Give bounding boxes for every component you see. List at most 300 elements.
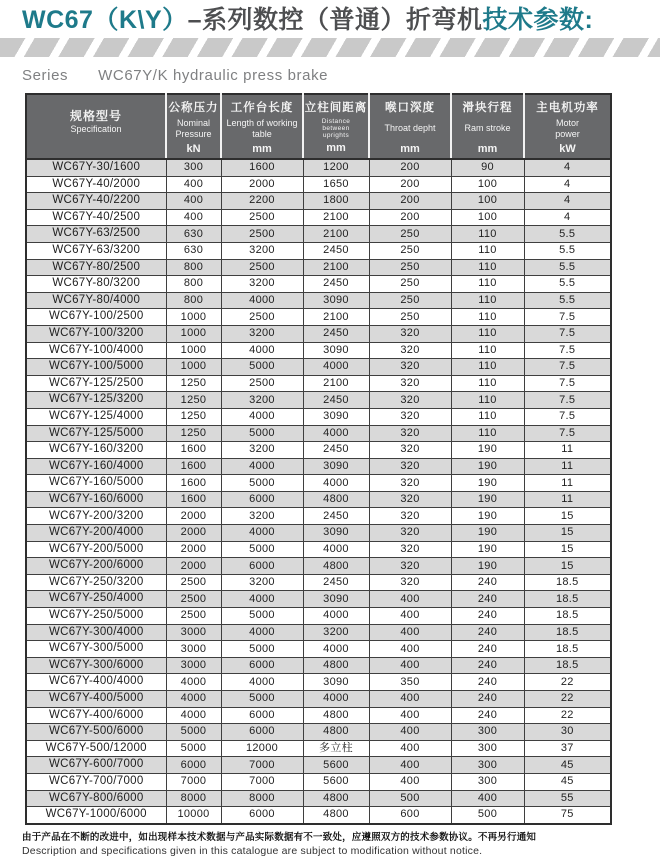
- value-cell: 1000: [166, 309, 221, 326]
- col-header-uprights-distance: [303, 94, 369, 159]
- value-cell: 5600: [303, 757, 369, 774]
- value-cell: 4800: [303, 657, 369, 674]
- value-cell: 2100: [303, 226, 369, 243]
- value-cell: 1000: [166, 342, 221, 359]
- value-cell: 1000: [166, 359, 221, 376]
- value-cell: 110: [451, 309, 524, 326]
- value-cell: 4000: [303, 475, 369, 492]
- value-cell: 400: [369, 691, 451, 708]
- value-cell: 18.5: [524, 574, 611, 591]
- value-cell: 3200: [221, 508, 303, 525]
- value-cell: 2450: [303, 276, 369, 293]
- value-cell: 3200: [221, 442, 303, 459]
- value-cell: 800: [166, 259, 221, 276]
- value-cell: 4000: [166, 674, 221, 691]
- value-cell: 1600: [166, 442, 221, 459]
- value-cell: 多立柱: [303, 740, 369, 757]
- value-cell: 250: [369, 259, 451, 276]
- spec-table: [25, 93, 612, 825]
- value-cell: 4000: [303, 425, 369, 442]
- value-cell: 6000: [221, 807, 303, 824]
- spec-cell: WC67Y-125/5000: [26, 425, 166, 442]
- value-cell: 320: [369, 408, 451, 425]
- col-header-unit: mm: [400, 142, 420, 155]
- footer-note-en: Description and specifications given in this catalogue are subject to modification without notice.: [22, 844, 483, 857]
- series-label: Series: [22, 67, 69, 84]
- value-cell: 2500: [221, 375, 303, 392]
- spec-cell: WC67Y-125/2500: [26, 375, 166, 392]
- value-cell: 4000: [221, 525, 303, 542]
- value-cell: 2000: [166, 525, 221, 542]
- value-cell: 400: [369, 608, 451, 625]
- spec-cell: WC67Y-250/5000: [26, 608, 166, 625]
- value-cell: 320: [369, 442, 451, 459]
- spec-cell: WC67Y-600/7000: [26, 757, 166, 774]
- value-cell: 800: [166, 276, 221, 293]
- spec-cell: WC67Y-160/4000: [26, 458, 166, 475]
- value-cell: 240: [451, 691, 524, 708]
- value-cell: 4000: [166, 707, 221, 724]
- col-header-cn: 规格型号: [69, 108, 122, 123]
- value-cell: 3200: [221, 392, 303, 409]
- table-row: [26, 608, 611, 625]
- value-cell: 4000: [221, 342, 303, 359]
- value-cell: 5.5: [524, 226, 611, 243]
- table-row: [26, 176, 611, 193]
- value-cell: 11: [524, 475, 611, 492]
- value-cell: 240: [451, 674, 524, 691]
- spec-cell: WC67Y-250/4000: [26, 591, 166, 608]
- value-cell: 100: [451, 209, 524, 226]
- spec-table-body: [26, 159, 611, 824]
- value-cell: 4000: [303, 691, 369, 708]
- value-cell: 1600: [166, 491, 221, 508]
- page-title: [22, 5, 660, 35]
- table-row: [26, 276, 611, 293]
- table-row: [26, 657, 611, 674]
- table-row: [26, 525, 611, 542]
- value-cell: 350: [369, 674, 451, 691]
- table-row: [26, 707, 611, 724]
- spec-cell: WC67Y-100/3200: [26, 325, 166, 342]
- value-cell: 4000: [303, 608, 369, 625]
- value-cell: 240: [451, 591, 524, 608]
- title-tech-params: 技术参数:: [482, 6, 594, 34]
- value-cell: 2450: [303, 242, 369, 259]
- value-cell: 3090: [303, 458, 369, 475]
- spec-cell: WC67Y-300/6000: [26, 657, 166, 674]
- value-cell: 6000: [221, 657, 303, 674]
- value-cell: 7000: [166, 773, 221, 790]
- value-cell: 4800: [303, 491, 369, 508]
- col-header-cn: 工作台长度: [230, 101, 294, 114]
- spec-cell: WC67Y-100/4000: [26, 342, 166, 359]
- value-cell: 2450: [303, 574, 369, 591]
- value-cell: 110: [451, 226, 524, 243]
- value-cell: 400: [369, 724, 451, 741]
- value-cell: 7000: [221, 773, 303, 790]
- series-line: [22, 67, 660, 84]
- value-cell: 3090: [303, 342, 369, 359]
- footer-notes: [22, 829, 660, 857]
- spec-cell: WC67Y-200/4000: [26, 525, 166, 542]
- value-cell: 11: [524, 442, 611, 459]
- value-cell: 4000: [221, 292, 303, 309]
- spec-cell: WC67Y-160/6000: [26, 491, 166, 508]
- value-cell: 2500: [221, 309, 303, 326]
- value-cell: 7000: [221, 757, 303, 774]
- value-cell: 1250: [166, 408, 221, 425]
- value-cell: 1800: [303, 193, 369, 210]
- col-header-en: Length of working table: [226, 118, 298, 139]
- value-cell: 1250: [166, 392, 221, 409]
- value-cell: 7.5: [524, 408, 611, 425]
- value-cell: 18.5: [524, 641, 611, 658]
- value-cell: 250: [369, 292, 451, 309]
- value-cell: 18.5: [524, 608, 611, 625]
- value-cell: 300: [451, 724, 524, 741]
- value-cell: 110: [451, 325, 524, 342]
- value-cell: 2100: [303, 209, 369, 226]
- spec-cell: WC67Y-80/2500: [26, 259, 166, 276]
- value-cell: 500: [451, 807, 524, 824]
- value-cell: 3090: [303, 674, 369, 691]
- value-cell: 110: [451, 375, 524, 392]
- value-cell: 22: [524, 691, 611, 708]
- value-cell: 320: [369, 475, 451, 492]
- value-cell: 320: [369, 325, 451, 342]
- table-row: [26, 375, 611, 392]
- col-header-cn: 公称压力: [168, 101, 219, 114]
- value-cell: 2100: [303, 309, 369, 326]
- value-cell: 400: [166, 176, 221, 193]
- value-cell: 1200: [303, 159, 369, 176]
- spec-cell: WC67Y-63/3200: [26, 242, 166, 259]
- value-cell: 320: [369, 558, 451, 575]
- value-cell: 320: [369, 574, 451, 591]
- value-cell: 400: [369, 773, 451, 790]
- value-cell: 100: [451, 176, 524, 193]
- value-cell: 3200: [303, 624, 369, 641]
- value-cell: 320: [369, 359, 451, 376]
- value-cell: 3090: [303, 525, 369, 542]
- col-header-en: Nominal Pressure: [175, 118, 212, 139]
- value-cell: 240: [451, 707, 524, 724]
- value-cell: 190: [451, 458, 524, 475]
- table-row: [26, 408, 611, 425]
- value-cell: 2500: [221, 226, 303, 243]
- value-cell: 110: [451, 392, 524, 409]
- spec-cell: WC67Y-800/6000: [26, 790, 166, 807]
- col-header-en: Distance between uprights: [321, 117, 351, 140]
- spec-cell: WC67Y-160/3200: [26, 442, 166, 459]
- value-cell: 320: [369, 491, 451, 508]
- spec-cell: WC67Y-200/5000: [26, 541, 166, 558]
- value-cell: 320: [369, 392, 451, 409]
- table-row: [26, 442, 611, 459]
- value-cell: 4000: [303, 641, 369, 658]
- table-row: [26, 309, 611, 326]
- table-row: [26, 773, 611, 790]
- value-cell: 200: [369, 159, 451, 176]
- value-cell: 2500: [166, 591, 221, 608]
- value-cell: 2450: [303, 442, 369, 459]
- value-cell: 6000: [221, 707, 303, 724]
- col-header-cn: 立柱间距离: [304, 101, 368, 114]
- value-cell: 200: [369, 193, 451, 210]
- table-row: [26, 491, 611, 508]
- table-row: [26, 740, 611, 757]
- value-cell: 110: [451, 359, 524, 376]
- value-cell: 18.5: [524, 657, 611, 674]
- value-cell: 2500: [166, 574, 221, 591]
- value-cell: 4800: [303, 707, 369, 724]
- value-cell: 110: [451, 259, 524, 276]
- table-row: [26, 558, 611, 575]
- value-cell: 300: [451, 740, 524, 757]
- table-row: [26, 724, 611, 741]
- value-cell: 3090: [303, 408, 369, 425]
- spec-cell: WC67Y-300/4000: [26, 624, 166, 641]
- value-cell: 2000: [166, 508, 221, 525]
- value-cell: 110: [451, 342, 524, 359]
- value-cell: 400: [166, 209, 221, 226]
- value-cell: 250: [369, 226, 451, 243]
- col-header-en: Throat depht: [384, 123, 436, 134]
- value-cell: 110: [451, 276, 524, 293]
- value-cell: 45: [524, 773, 611, 790]
- value-cell: 250: [369, 276, 451, 293]
- value-cell: 320: [369, 508, 451, 525]
- footer-note-cn: 由于产品在不断的改进中，如出现样本技术数据与产品实际数据有不一致处，应遵照双方的技术参数协议。不再另行通知: [22, 831, 537, 843]
- value-cell: 240: [451, 657, 524, 674]
- value-cell: 11: [524, 458, 611, 475]
- value-cell: 400: [369, 591, 451, 608]
- spec-cell: WC67Y-40/2500: [26, 209, 166, 226]
- value-cell: 400: [369, 757, 451, 774]
- value-cell: 3200: [221, 574, 303, 591]
- col-header-unit: mm: [326, 142, 346, 155]
- value-cell: 320: [369, 342, 451, 359]
- value-cell: 4: [524, 209, 611, 226]
- col-header-unit: kN: [186, 142, 201, 155]
- value-cell: 630: [166, 226, 221, 243]
- value-cell: 400: [451, 790, 524, 807]
- col-header-unit: mm: [252, 142, 272, 155]
- value-cell: 250: [369, 309, 451, 326]
- spec-table-header: [26, 94, 611, 159]
- col-header-nominal-pressure: [166, 94, 221, 159]
- value-cell: 7.5: [524, 309, 611, 326]
- value-cell: 250: [369, 242, 451, 259]
- value-cell: 190: [451, 558, 524, 575]
- table-row: [26, 242, 611, 259]
- value-cell: 4000: [221, 408, 303, 425]
- table-row: [26, 392, 611, 409]
- table-row: [26, 359, 611, 376]
- value-cell: 190: [451, 508, 524, 525]
- value-cell: 10000: [166, 807, 221, 824]
- value-cell: 5000: [221, 359, 303, 376]
- value-cell: 110: [451, 408, 524, 425]
- value-cell: 55: [524, 790, 611, 807]
- value-cell: 3090: [303, 292, 369, 309]
- spec-cell: WC67Y-300/5000: [26, 641, 166, 658]
- value-cell: 320: [369, 458, 451, 475]
- value-cell: 8000: [166, 790, 221, 807]
- value-cell: 4000: [221, 591, 303, 608]
- value-cell: 110: [451, 292, 524, 309]
- value-cell: 5000: [221, 475, 303, 492]
- value-cell: 240: [451, 641, 524, 658]
- value-cell: 400: [166, 193, 221, 210]
- value-cell: 4800: [303, 790, 369, 807]
- table-row: [26, 458, 611, 475]
- table-row: [26, 425, 611, 442]
- value-cell: 300: [451, 773, 524, 790]
- value-cell: 2450: [303, 508, 369, 525]
- spec-cell: WC67Y-80/4000: [26, 292, 166, 309]
- value-cell: 4800: [303, 558, 369, 575]
- table-row: [26, 591, 611, 608]
- spec-cell: WC67Y-125/4000: [26, 408, 166, 425]
- value-cell: 4: [524, 159, 611, 176]
- col-header-cn: 滑块行程: [462, 101, 513, 114]
- title-series-text: –系列数控（普通）折弯机: [187, 6, 483, 34]
- value-cell: 2500: [166, 608, 221, 625]
- spec-cell: WC67Y-400/4000: [26, 674, 166, 691]
- spec-cell: WC67Y-200/6000: [26, 558, 166, 575]
- value-cell: 5000: [221, 608, 303, 625]
- value-cell: 15: [524, 525, 611, 542]
- value-cell: 15: [524, 541, 611, 558]
- value-cell: 5000: [221, 691, 303, 708]
- value-cell: 500: [369, 790, 451, 807]
- value-cell: 11: [524, 491, 611, 508]
- series-name: WC67Y/K hydraulic press brake: [98, 67, 329, 84]
- table-row: [26, 807, 611, 824]
- value-cell: 2100: [303, 259, 369, 276]
- value-cell: 800: [166, 292, 221, 309]
- value-cell: 100: [451, 193, 524, 210]
- col-header-unit: kW: [559, 142, 576, 155]
- value-cell: 190: [451, 475, 524, 492]
- table-row: [26, 757, 611, 774]
- value-cell: 45: [524, 757, 611, 774]
- spec-cell: WC67Y-400/6000: [26, 707, 166, 724]
- value-cell: 3000: [166, 657, 221, 674]
- value-cell: 5000: [221, 425, 303, 442]
- value-cell: 4800: [303, 807, 369, 824]
- spec-cell: WC67Y-700/7000: [26, 773, 166, 790]
- col-header-specification: [26, 94, 166, 159]
- value-cell: 5600: [303, 773, 369, 790]
- table-row: [26, 508, 611, 525]
- value-cell: 400: [369, 624, 451, 641]
- value-cell: 2100: [303, 375, 369, 392]
- value-cell: 18.5: [524, 624, 611, 641]
- value-cell: 2000: [166, 541, 221, 558]
- value-cell: 3090: [303, 591, 369, 608]
- value-cell: 5000: [166, 724, 221, 741]
- value-cell: 240: [451, 608, 524, 625]
- col-header-en: Specification: [70, 123, 122, 134]
- value-cell: 200: [369, 176, 451, 193]
- value-cell: 12000: [221, 740, 303, 757]
- value-cell: 110: [451, 242, 524, 259]
- value-cell: 2500: [221, 259, 303, 276]
- value-cell: 3000: [166, 641, 221, 658]
- value-cell: 5000: [221, 541, 303, 558]
- value-cell: 1600: [166, 475, 221, 492]
- table-row: [26, 342, 611, 359]
- value-cell: 320: [369, 541, 451, 558]
- value-cell: 190: [451, 491, 524, 508]
- spec-cell: WC67Y-1000/6000: [26, 807, 166, 824]
- value-cell: 400: [369, 657, 451, 674]
- spec-cell: WC67Y-500/6000: [26, 724, 166, 741]
- value-cell: 3200: [221, 276, 303, 293]
- value-cell: 240: [451, 624, 524, 641]
- spec-cell: WC67Y-40/2200: [26, 193, 166, 210]
- value-cell: 5000: [221, 641, 303, 658]
- col-header-en: Ram stroke: [464, 123, 511, 134]
- spec-cell: WC67Y-100/5000: [26, 359, 166, 376]
- value-cell: 7.5: [524, 325, 611, 342]
- value-cell: 7.5: [524, 392, 611, 409]
- value-cell: 4000: [303, 541, 369, 558]
- col-header-ram-stroke: [451, 94, 524, 159]
- table-row: [26, 691, 611, 708]
- value-cell: 75: [524, 807, 611, 824]
- value-cell: 18.5: [524, 591, 611, 608]
- table-row: [26, 674, 611, 691]
- value-cell: 300: [166, 159, 221, 176]
- col-header-throat-depth: [369, 94, 451, 159]
- table-row: [26, 475, 611, 492]
- col-header-table-length: [221, 94, 303, 159]
- spec-cell: WC67Y-500/12000: [26, 740, 166, 757]
- col-header-unit: mm: [477, 142, 498, 155]
- value-cell: 37: [524, 740, 611, 757]
- value-cell: 4000: [303, 359, 369, 376]
- value-cell: 4000: [221, 458, 303, 475]
- value-cell: 4800: [303, 724, 369, 741]
- spec-cell: WC67Y-100/2500: [26, 309, 166, 326]
- spec-cell: WC67Y-80/3200: [26, 276, 166, 293]
- value-cell: 4000: [166, 691, 221, 708]
- spec-cell: WC67Y-200/3200: [26, 508, 166, 525]
- value-cell: 200: [369, 209, 451, 226]
- value-cell: 7.5: [524, 359, 611, 376]
- title-model: WC67（K\Y）: [22, 6, 188, 34]
- table-row: [26, 209, 611, 226]
- value-cell: 7.5: [524, 342, 611, 359]
- value-cell: 4000: [221, 624, 303, 641]
- value-cell: 600: [369, 807, 451, 824]
- value-cell: 5000: [166, 740, 221, 757]
- value-cell: 90: [451, 159, 524, 176]
- value-cell: 5.5: [524, 292, 611, 309]
- table-row: [26, 641, 611, 658]
- table-row: [26, 541, 611, 558]
- table-row: [26, 159, 611, 176]
- value-cell: 190: [451, 525, 524, 542]
- value-cell: 3200: [221, 242, 303, 259]
- value-cell: 8000: [221, 790, 303, 807]
- value-cell: 190: [451, 442, 524, 459]
- value-cell: 22: [524, 674, 611, 691]
